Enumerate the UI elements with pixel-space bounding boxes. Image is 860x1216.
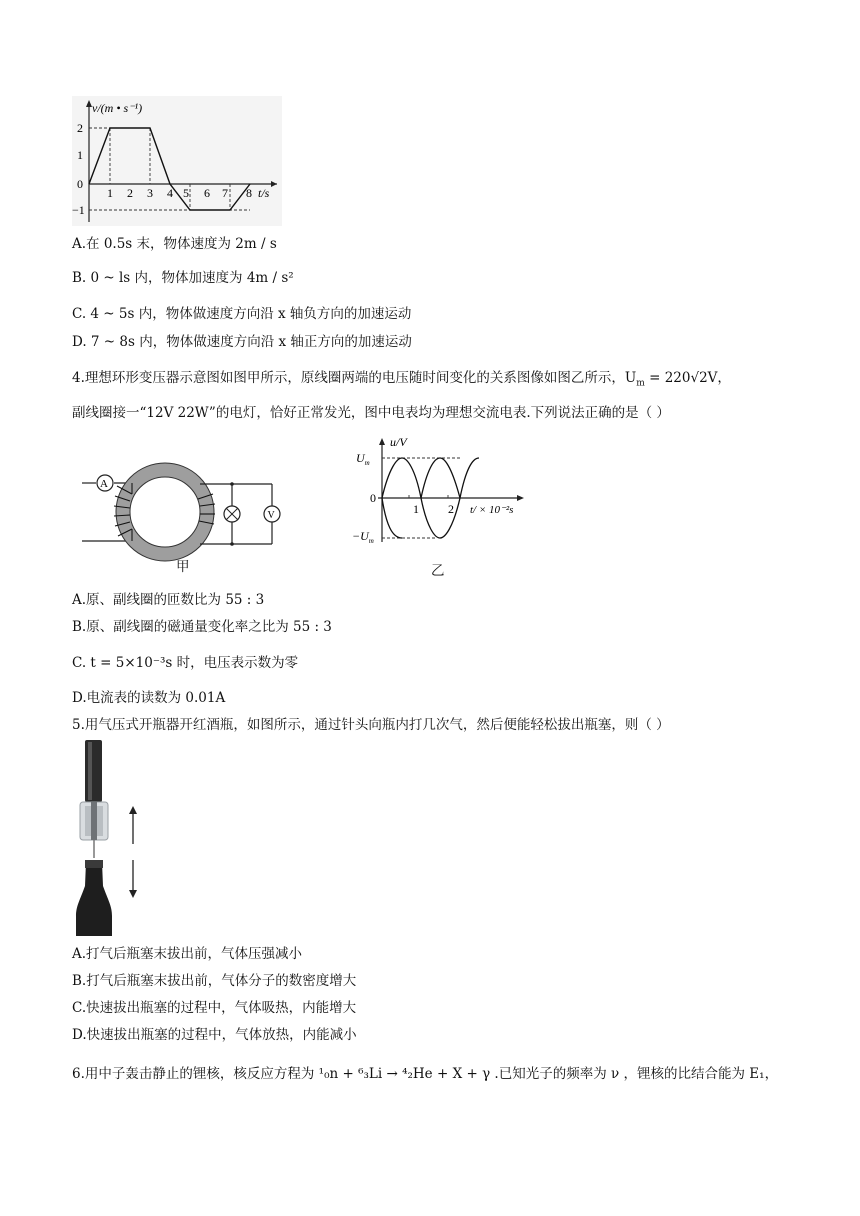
q5-option-b: B.打气后瓶塞末拔出前，气体分子的数密度增大 [72,973,357,989]
x-tick-5: 5 [183,186,189,200]
q5-option-d: D.快速拔出瓶塞的过程中，气体放热，内能减小 [72,1027,357,1043]
q4-option-c: C. t = 5×10⁻³s 时，电压表示数为零 [72,655,299,671]
v-axis-label: v/(m • s⁻¹) [92,101,143,115]
x-tick-1: 1 [107,186,113,200]
voltage-time-graph [352,434,532,544]
q5-stem: 5.用气压式开瓶器开红酒瓶，如图所示，通过针头向瓶内打几次气，然后便能轻松拔出瓶塞，则（ ） [72,717,670,733]
q5-option-c: C.快速拔出瓶塞的过程中，气体吸热，内能增大 [72,1000,357,1016]
q3-option-a: A.在 0.5s 末，物体速度为 2m / s [72,236,277,252]
svg-text:V: V [267,510,275,521]
x-tick-3: 3 [147,186,153,200]
svg-text:Um: $U_m$ [356,451,370,467]
q6-stem: 6.用中子轰击静止的锂核，核反应方程为 ¹₀n + ⁶₃Li → ⁴₂He + X + γ .已知光子的频率为 ν ，锂核的比结合能为 E₁， [72,1066,779,1082]
q4-option-d: D.电流表的读数为 0.01A [72,690,226,706]
y-tick-2: 2 [77,121,83,135]
q4-option-a: A.原、副线圈的匝数比为 55 : 3 [72,592,265,608]
x-tick-6: 6 [204,186,210,200]
svg-text:t/ × 10⁻²s: t/ × 10⁻²s [470,504,514,516]
svg-text:−Um: $-U_m$ [352,529,374,544]
x-tick-7: 7 [222,186,228,200]
y-tick-neg1: −1 [72,203,85,217]
q3-option-d: D. 7 ~ 8s 内，物体做速度方向沿 x 轴正方向的加速运动 [72,334,412,350]
q5-option-a: A.打气后瓶塞末拔出前，气体压强减小 [72,946,303,962]
q4-option-b: B.原、副线圈的磁通量变化率之比为 55 : 3 [72,619,332,635]
q4-stem-line2: 副线圈接一“12V 22W”的电灯，恰好正常发光，图中电表均为理想交流电表.下列说法正确的是（ ） [72,405,670,421]
velocity-time-graph [72,96,282,226]
arrow-down-icon [128,858,138,898]
q3-option-b: B. 0 ~ ls 内，物体加速度为 4m / s² [72,270,294,286]
y-tick-0: 0 [77,177,83,191]
x-tick-8: 8 [246,186,252,200]
q4-stem-line1: 4.理想环形变压器示意图如图甲所示，原线圈两端的电压随时间变化的关系图像如图乙所示，$U_m = 220√2V$， [72,370,731,389]
svg-text:u/V: u/V [390,435,407,449]
arrow-up-icon [128,806,138,846]
x-tick-4: 4 [167,186,173,200]
svg-text:A: A [100,478,108,490]
svg-text:1: 1 [413,502,419,516]
figure-yi-caption: 乙 [431,563,445,579]
t-axis-label: t/s [258,186,270,200]
svg-text:2: 2 [448,502,454,516]
transformer-circuit-diagram [82,444,290,564]
figure-jia-caption: 甲 [176,559,190,575]
x-tick-2: 2 [127,186,133,200]
q3-option-c: C. 4 ~ 5s 内，物体做速度方向沿 x 轴负方向的加速运动 [72,306,412,322]
y-tick-1: 1 [77,148,83,162]
svg-text:0: 0 [370,491,376,505]
